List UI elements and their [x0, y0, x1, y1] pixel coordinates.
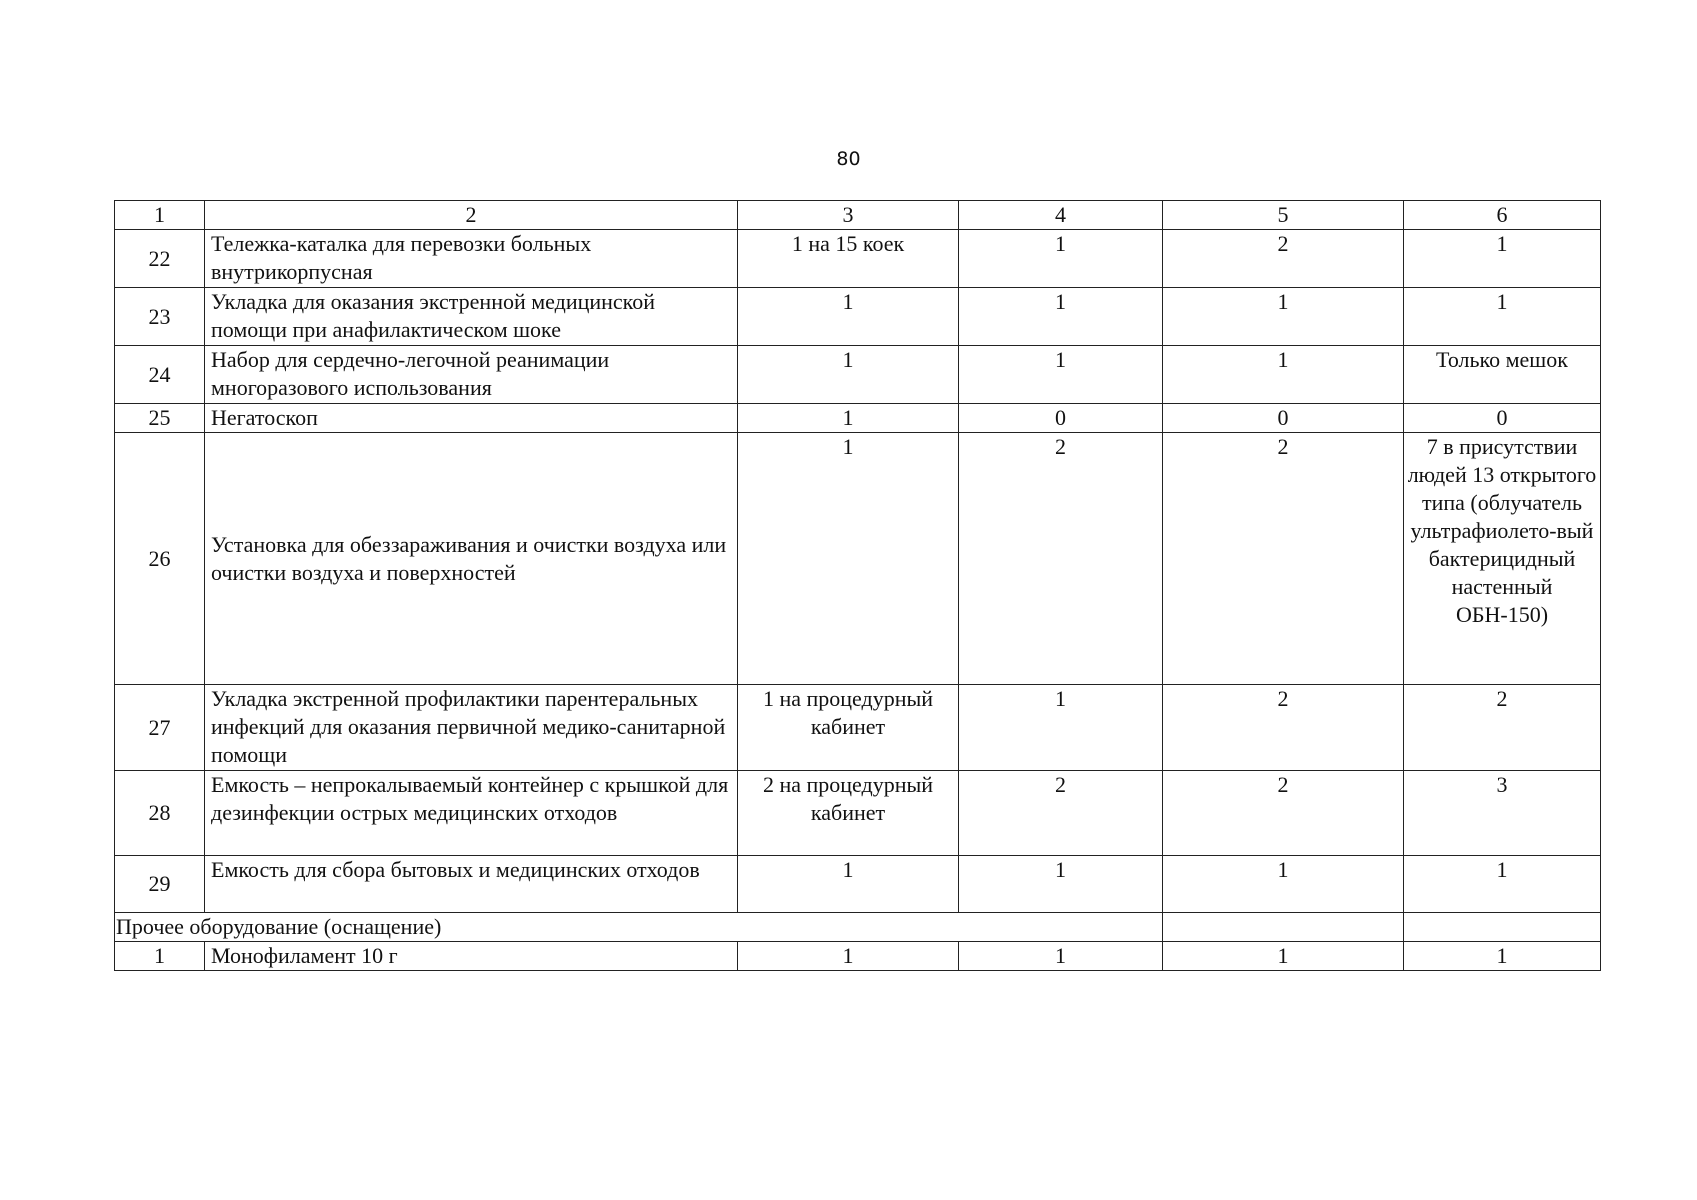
row-number: 23 — [115, 288, 205, 346]
item-quantity-col5: 1 — [1163, 856, 1404, 913]
item-quantity-col5: 2 — [1163, 685, 1404, 771]
item-quantity-col5: 1 — [1163, 346, 1404, 404]
item-quantity-col6: 7 в присутствии людей 13 открытого типа (облучатель ультрафиолето-вый бактерицидный настенный ОБН-150) — [1404, 433, 1601, 685]
item-quantity-col3: 1 на 15 коек — [738, 230, 959, 288]
table-row — [115, 685, 1601, 771]
row-number: 27 — [115, 685, 205, 771]
item-name: Емкость для сбора бытовых и медицинских отходов — [205, 856, 738, 913]
item-quantity-col3: 1 — [738, 288, 959, 346]
column-number: 4 — [959, 201, 1163, 230]
item-quantity-col4: 2 — [959, 771, 1163, 856]
column-number-row — [115, 201, 1601, 230]
section-header-row — [115, 913, 1601, 942]
table-row — [115, 771, 1601, 856]
item-quantity-col6: 0 — [1404, 404, 1601, 433]
item-name: Набор для сердечно-легочной реанимации многоразового использования — [205, 346, 738, 404]
row-number: 24 — [115, 346, 205, 404]
item-name: Монофиламент 10 г — [205, 942, 738, 971]
item-quantity-col6: 1 — [1404, 230, 1601, 288]
column-number: 2 — [205, 201, 738, 230]
table-row — [115, 433, 1601, 685]
item-quantity-col5: 0 — [1163, 404, 1404, 433]
item-quantity-col4: 1 — [959, 230, 1163, 288]
table-row — [115, 288, 1601, 346]
item-quantity-col6: 2 — [1404, 685, 1601, 771]
empty-cell — [1163, 913, 1404, 942]
item-quantity-col4: 0 — [959, 404, 1163, 433]
section-title: Прочее оборудование (оснащение) — [115, 913, 1163, 942]
item-quantity-col5: 2 — [1163, 433, 1404, 685]
item-quantity-col3: 1 — [738, 942, 959, 971]
item-quantity-col4: 1 — [959, 856, 1163, 913]
item-quantity-col6: 1 — [1404, 942, 1601, 971]
row-number: 29 — [115, 856, 205, 913]
row-number: 28 — [115, 771, 205, 856]
item-quantity-col4: 1 — [959, 346, 1163, 404]
item-name: Негатоскоп — [205, 404, 738, 433]
item-quantity-col4: 2 — [959, 433, 1163, 685]
item-quantity-col5: 1 — [1163, 942, 1404, 971]
item-quantity-col6: Только мешок — [1404, 346, 1601, 404]
item-name: Укладка для оказания экстренной медицинской помощи при анафилактическом шоке — [205, 288, 738, 346]
item-name: Емкость – непрокалываемый контейнер с крышкой для дезинфекции острых медицинских отходов — [205, 771, 738, 856]
item-quantity-col6: 1 — [1404, 288, 1601, 346]
item-quantity-col5: 2 — [1163, 771, 1404, 856]
item-quantity-col3: 1 — [738, 346, 959, 404]
equipment-table — [114, 200, 1601, 971]
item-quantity-col3: 2 на процедурный кабинет — [738, 771, 959, 856]
empty-cell — [1404, 913, 1601, 942]
column-number: 6 — [1404, 201, 1601, 230]
column-number: 1 — [115, 201, 205, 230]
table-row — [115, 404, 1601, 433]
table-row — [115, 230, 1601, 288]
item-quantity-col4: 1 — [959, 288, 1163, 346]
page-number: 80 — [836, 148, 861, 170]
column-number: 5 — [1163, 201, 1404, 230]
item-quantity-col5: 2 — [1163, 230, 1404, 288]
item-quantity-col6: 1 — [1404, 856, 1601, 913]
row-number: 1 — [115, 942, 205, 971]
item-quantity-col3: 1 — [738, 404, 959, 433]
item-quantity-col4: 1 — [959, 942, 1163, 971]
row-number: 26 — [115, 433, 205, 685]
column-number: 3 — [738, 201, 959, 230]
row-number: 25 — [115, 404, 205, 433]
table-row — [115, 856, 1601, 913]
item-quantity-col3: 1 на процедурный кабинет — [738, 685, 959, 771]
table-row — [115, 942, 1601, 971]
item-quantity-col5: 1 — [1163, 288, 1404, 346]
item-name: Установка для обеззараживания и очистки воздуха или очистки воздуха и поверхностей — [205, 433, 738, 685]
item-quantity-col3: 1 — [738, 856, 959, 913]
item-quantity-col3: 1 — [738, 433, 959, 685]
item-name: Укладка экстренной профилактики парентеральных инфекций для оказания первичной медико-санитарной помощи — [205, 685, 738, 771]
item-quantity-col4: 1 — [959, 685, 1163, 771]
item-quantity-col6: 3 — [1404, 771, 1601, 856]
item-name: Тележка-каталка для перевозки больных внутрикорпусная — [205, 230, 738, 288]
row-number: 22 — [115, 230, 205, 288]
table-row — [115, 346, 1601, 404]
